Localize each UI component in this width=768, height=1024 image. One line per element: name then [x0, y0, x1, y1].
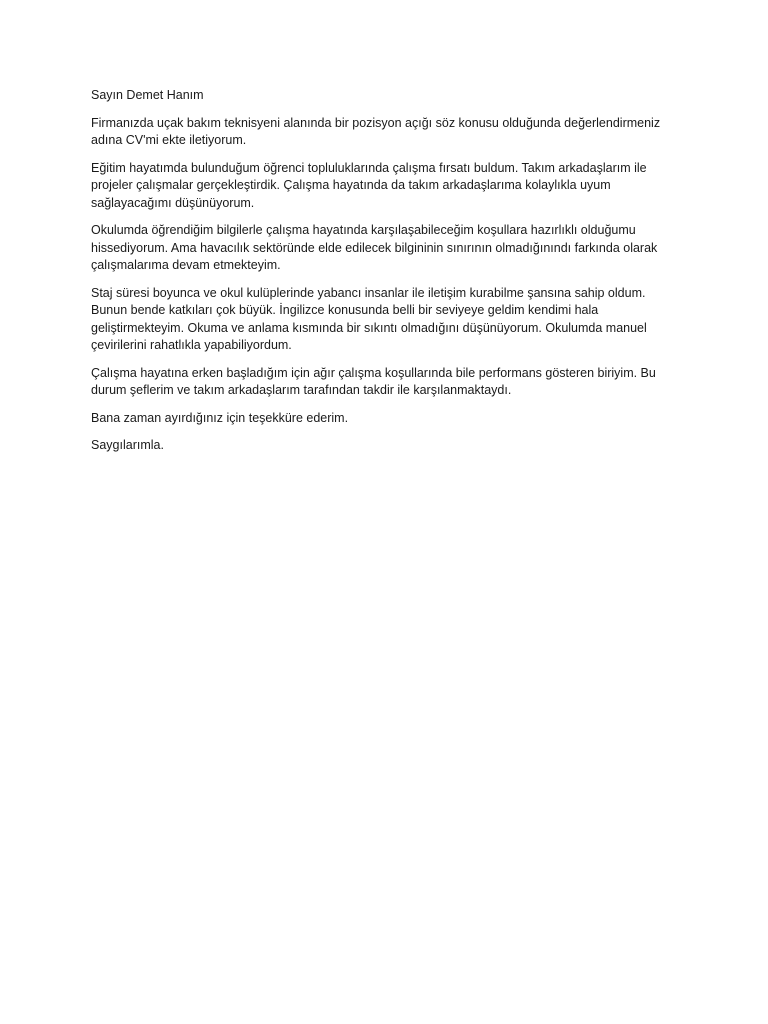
letter-paragraph-2: Eğitim hayatımda bulunduğum öğrenci topluluklarında çalışma fırsatı buldum. Takım arkadaşlarım ile projeler çalışmalar gerçekleştirdik. Çalışma hayatında da takım arkadaşlarıma kolaylıkla uyum sağlayacağımı düşünüyorum. [91, 160, 647, 210]
letter-closing: Saygılarımla. [91, 438, 164, 452]
letter-salutation: Sayın Demet Hanım [91, 88, 204, 102]
letter-paragraph-6: Bana zaman ayırdığınız için teşekküre ederim. [91, 410, 349, 425]
cover-letter [91, 87, 683, 465]
letter-paragraph-4: Staj süresi boyunca ve okul kulüplerinde yabancı insanlar ile iletişim kurabilme şansına sahip oldum. Bunun bende katkıları çok büyük. İngilizce konusunda belli bir seviyeye geldim kendimi hala geliştirmekteyim. Okuma ve anlama kısmında bir sıkıntı olmadığını düşünüyorum. Okulumda manuel çevirilerini rahatlıkla yapabiliyordum. [91, 285, 647, 352]
letter-paragraph-5: Çalışma hayatına erken başladığım için ağır çalışma koşullarında bile performans gösteren biriyim. Bu durum şeflerim ve takım arkadaşlarım tarafından takdir ile karşılanmaktaydı. [91, 365, 656, 397]
letter-paragraph-1: Firmanızda uçak bakım teknisyeni alanında bir pozisyon açığı söz konusu olduğunda değerlendirmeniz adına CV'mi ekte iletiyorum. [91, 115, 661, 147]
letter-paragraph-3: Okulumda öğrendiğim bilgilerle çalışma hayatında karşılaşabileceğim koşullara hazırlıklı olduğumu hissediyorum. Ama havacılık sektöründe elde edilecek bilgininin sınırının olmadığınındı farkında olarak çalışmalarıma devam etmekteyim. [91, 223, 658, 272]
